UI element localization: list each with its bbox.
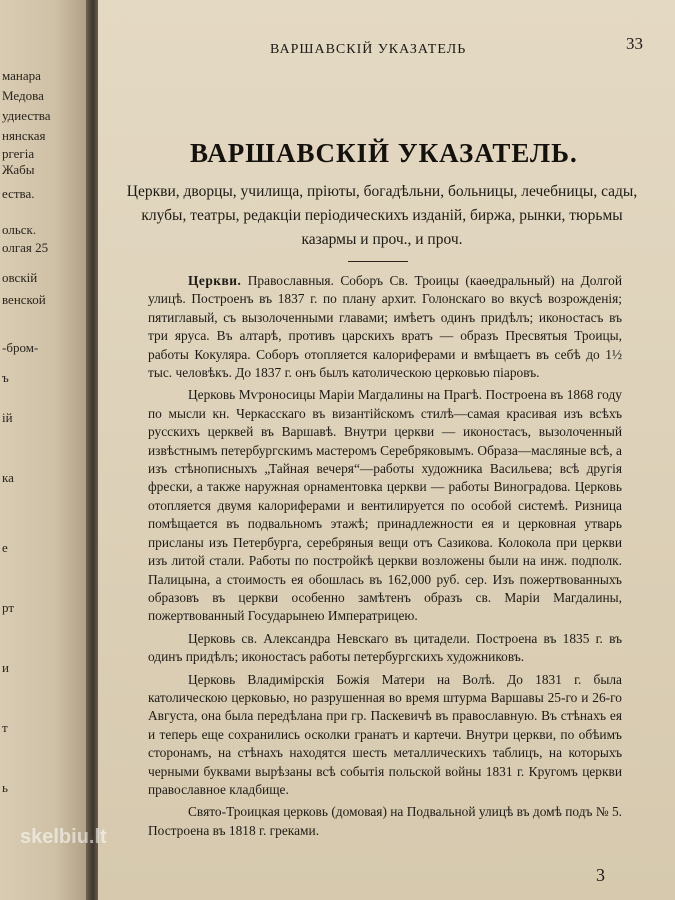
- left-page-fragment: ъ: [2, 370, 9, 385]
- left-page-fragment: ій: [2, 410, 13, 425]
- paragraph: [148, 630, 622, 667]
- left-page-fragment: ргегіа: [2, 146, 35, 161]
- left-page-fragment: Медова: [2, 88, 44, 103]
- body-text: [148, 272, 622, 844]
- paragraph: [148, 272, 622, 382]
- left-page-fragment: -бром-: [2, 340, 39, 355]
- left-page-fragment: ка: [2, 470, 14, 485]
- paragraph: [148, 386, 622, 625]
- left-page-fragment: рт: [2, 600, 15, 615]
- left-page-fragment: и: [2, 660, 9, 675]
- watermark: skelbiu.lt: [20, 826, 107, 848]
- paragraph-text: Православныя. Соборъ Св. Троицы (каѳедральный) на Долгой улицѣ. Построенъ въ 1837 г. по плану архит. Голонскаго во вкусѣ возрожденія; пятиглавый, съ вызолоченными главами; имѣетъ одинъ придѣлъ; иконостасъ въ три яруса. Въ алтарѣ, противъ царскихъ вратъ — образъ Пресвятыя Троицы, работы Кокуляра. Соборъ отопляется калориферами и вмѣщаетъ въ себѣ до 1½ тыс. человѣкъ. До 1837 г. онъ былъ католическою церковью піаровъ.: [148, 273, 622, 381]
- book-page: [98, 0, 675, 900]
- paragraph-text: Церковь Мѵроносицы Маріи Магдалины на Прагѣ. Построена въ 1868 году по мысли кн. Черкасскаго въ византійскомъ стилѣ—самая красивая изъ всѣхъ русскихъ церквей въ Варшавѣ. Внутри церкви — иконостасъ, вызолоченный извѣстнымъ петербургскимъ мастеромъ Серебряковымъ. Образа—масляные всѣ, а изъ стѣнописныхъ „Тайная вечеря“—работы художника Васильева; всѣ другія фрески, а также наружная орнаментовка церкви — работы Виноградова. Церковь отопляется двумя калориферами и вентилируется по особой системѣ. Ризница помѣщается въ подвальномъ этажѣ; принадлежности ея и церковная утварь присланы изъ Петербурга, серебряныя вещи отъ Сазикова. Колокола при церкви изъ литой стали. Работы по постройкѣ церкви возложены были на инж. подполк. Палицына, а стоимость ея обошлась въ 162,000 руб. сер. Изъ пожертвованныхъ образовъ въ церкви особенно замѣтенъ образъ св. Маріи Магдалины, пожертвованный Государынею Императрицею.: [148, 387, 622, 624]
- left-page-fragment: ольск.: [2, 222, 37, 237]
- left-page-fragment: овскій: [2, 270, 38, 285]
- page-number: 33: [626, 34, 643, 53]
- paragraph-text: Свято-Троицкая церковь (домовая) на Подвальной улицѣ въ домѣ подъ № 5. Построена въ 1818 г. греками.: [148, 804, 622, 838]
- left-page-fragment: ества.: [2, 186, 35, 201]
- left-page-fragment: е: [2, 540, 8, 555]
- page-title: ВАРШАВСКІЙ УКАЗАТЕЛЬ.: [190, 138, 578, 168]
- paragraph-text: Церковь св. Александра Невскаго въ цитадели. Построена въ 1835 г. въ одинъ придѣлъ; иконостасъ работы петербургскихъ художниковъ.: [148, 630, 622, 665]
- left-page-edge: [0, 0, 92, 900]
- left-page-fragment: манара: [2, 68, 41, 83]
- signature-mark: 3: [596, 865, 605, 885]
- left-page-fragment: нянская: [2, 128, 46, 143]
- page-subtitle: Церкви, дворцы, училища, пріюты, богадѣльни, больницы, лечебницы, сады, клубы, театры, редакціи періодическихъ изданій, биржа, рынки, тюрьмы казармы и проч., и проч.: [126, 183, 638, 248]
- paragraph: [148, 803, 622, 840]
- paragraph: [148, 671, 622, 800]
- left-page-fragment: т: [2, 720, 8, 735]
- running-head: ВАРШАВСКІЙ УКАЗАТЕЛЬ: [270, 42, 467, 57]
- paragraph-lead: Церкви.: [188, 273, 242, 288]
- left-page-fragment: венской: [2, 292, 46, 307]
- left-page-fragment: удиества: [2, 108, 51, 123]
- left-page-fragment: олгая 25: [2, 240, 49, 255]
- title-divider: [348, 261, 408, 262]
- paragraph-text: Церковь Владимірскія Божія Матери на Волѣ. До 1831 г. была католическою церковью, но разрушенная во время штурма Варшавы 25-го и 26-го Августа, она была передѣлана при гр. Паскевичѣ въ православную. Въ стѣнахъ ея и теперь еще сохранились осколки гранатъ и картечи. Внутри церкви, по обѣимъ сторонамъ, на стѣнахъ находятся шесть металлическихъ таблицъ, на которыхъ черными буквами вырѣзаны всѣ событія польской войны 1831 г. Кругомъ церкви православное кладбище.: [148, 671, 622, 797]
- left-page-fragment: Жабы: [2, 162, 35, 177]
- left-page-fragment: ь: [2, 780, 8, 795]
